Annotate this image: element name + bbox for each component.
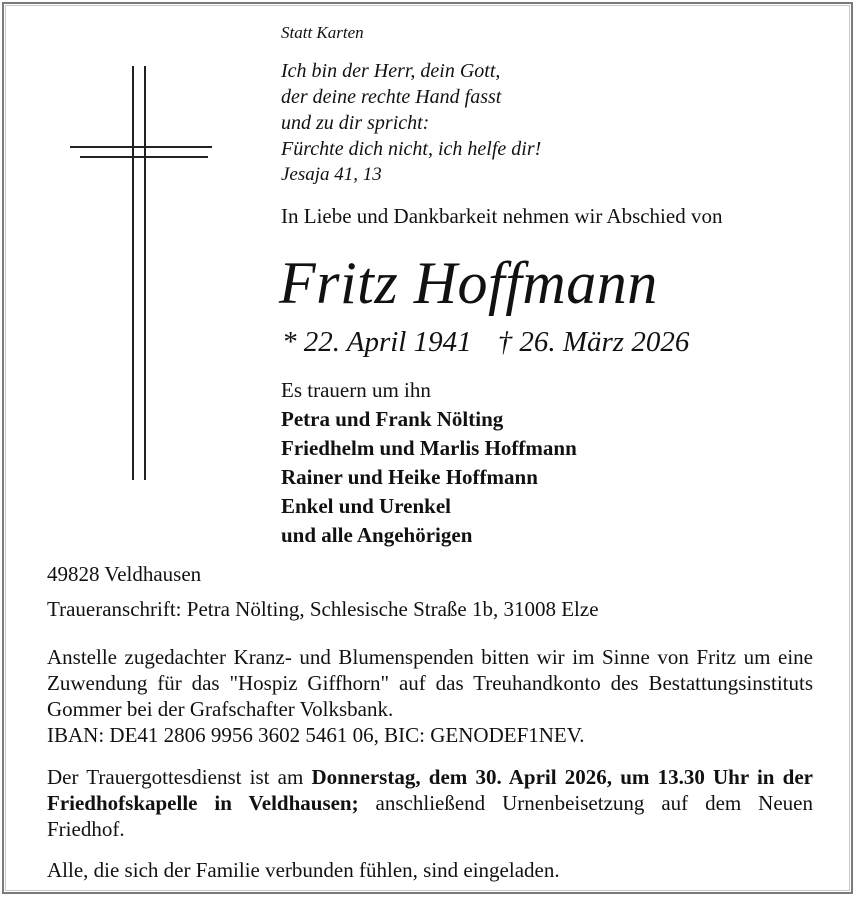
mourning-address: Traueranschrift: Petra Nölting, Schlesische Straße 1b, 31008 Elze: [47, 597, 599, 621]
bible-verse: [281, 58, 541, 188]
intro-text: Statt Karten: [281, 23, 364, 42]
mourner-name: Friedhelm und Marlis Hoffmann: [281, 436, 577, 460]
mourners-block: [281, 376, 577, 550]
service-prefix: Der Trauergottesdienst ist am: [47, 765, 312, 789]
mourners-intro: Es trauern um ihn: [281, 378, 431, 402]
place-text: 49828 Veldhausen: [47, 562, 202, 586]
mourner-name: Rainer und Heike Hoffmann: [281, 465, 538, 489]
birth-date: * 22. April 1941: [282, 326, 472, 358]
invitation-text: Alle, die sich der Familie verbunden fühlen, sind eingeladen.: [47, 858, 560, 882]
service-date-location: Donnerstag, dem 30. April 2026, um 13.30 Uhr in der Friedhofskapelle in Veldhausen;: [47, 765, 813, 815]
donation-notice: [47, 644, 813, 748]
mourner-name: Enkel und Urenkel: [281, 494, 451, 518]
donation-text: Anstelle zugedachter Kranz- und Blumenspenden bitten wir im Sinne von Fritz um eine Zuwendung für das "Hospiz Giffhorn" auf das Treuhandkonto des Bestattungsinstituts Gommer bei der Grafschafter Volksbank.: [47, 645, 813, 721]
death-date: † 26. März 2026: [497, 326, 690, 358]
bank-details: IBAN: DE41 2806 9956 3602 5461 06, BIC: GENODEF1NEV.: [47, 723, 585, 747]
life-dates: [282, 324, 689, 360]
mourner-name: Petra und Frank Nölting: [281, 407, 504, 431]
service-notice: [47, 764, 813, 842]
service-suffix: anschließend Urnenbeisetzung auf dem Neuen Friedhof.: [47, 791, 813, 841]
mourner-name: und alle Angehörigen: [281, 523, 473, 547]
verse-line: der deine rechte Hand fasst: [281, 86, 502, 108]
verse-line: Ich bin der Herr, dein Gott,: [281, 60, 501, 82]
farewell-text: In Liebe und Dankbarkeit nehmen wir Abschied von: [281, 204, 723, 228]
verse-line: Fürchte dich nicht, ich helfe dir!: [281, 138, 542, 160]
verse-line: und zu dir spricht:: [281, 112, 430, 134]
deceased-name: Fritz Hoffmann: [279, 250, 658, 316]
verse-reference: Jesaja 41, 13: [281, 164, 382, 185]
